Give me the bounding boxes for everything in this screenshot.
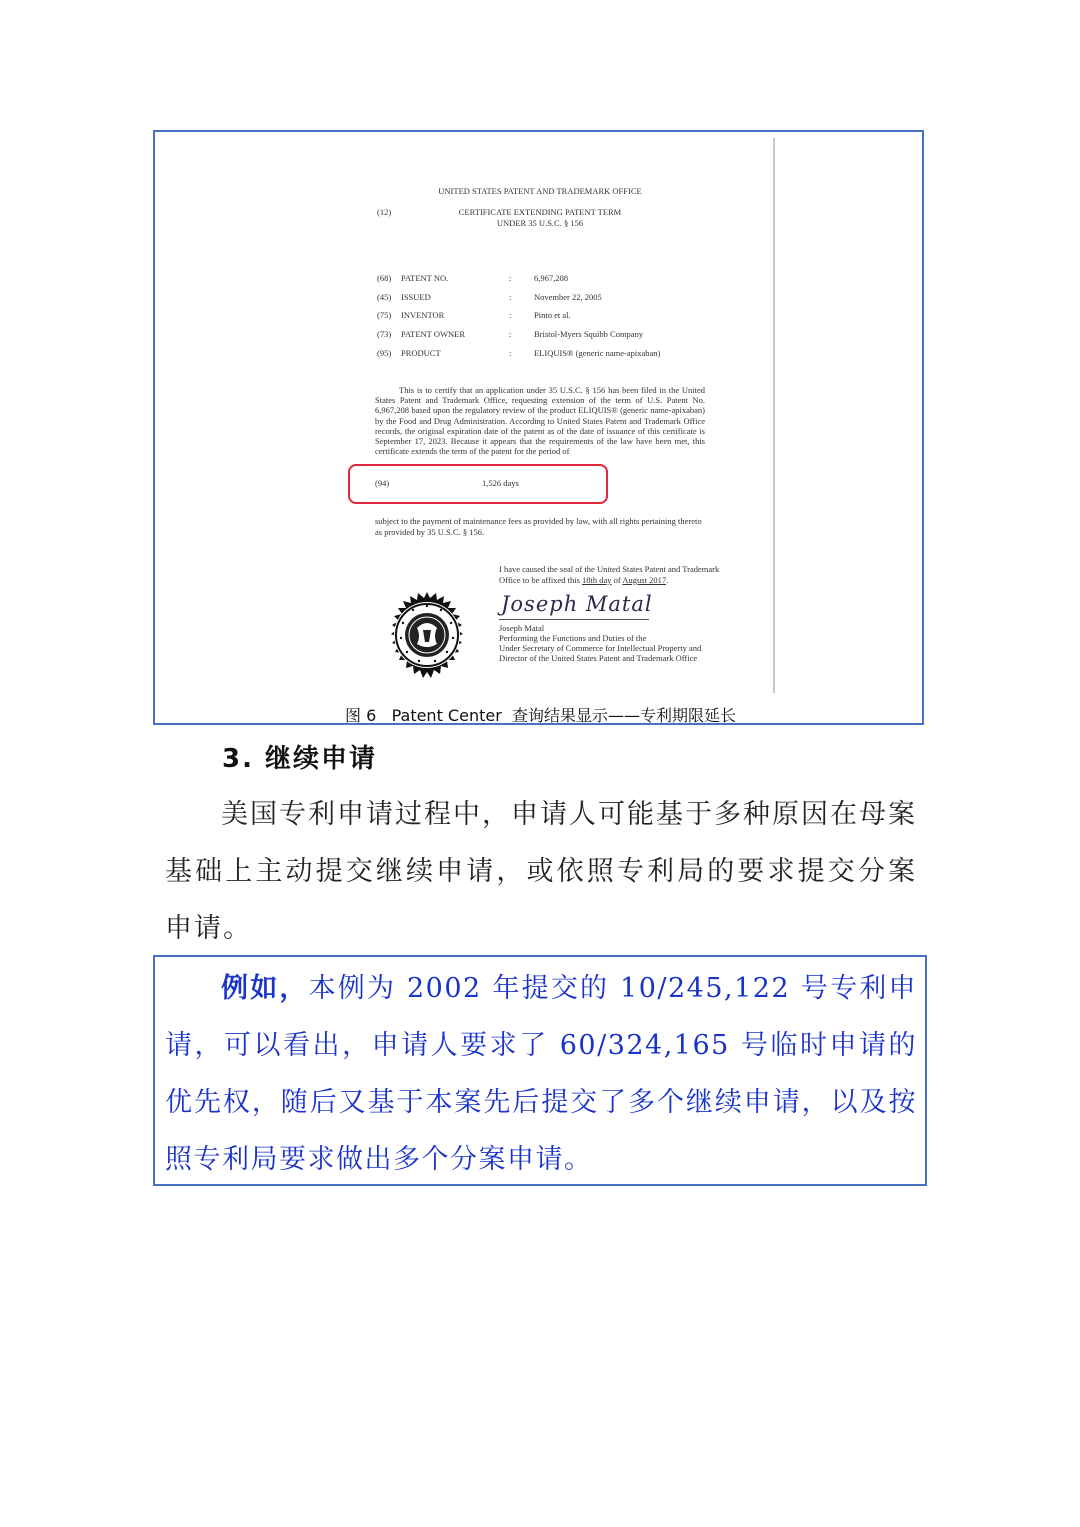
figure-box [153,130,924,725]
section-heading: 3. 继续申请 [222,744,378,774]
field-label: PATENT NO. [401,273,449,283]
seal-text-1: I have caused the seal of the United States Patent and Trademark Office to be affixed this [499,564,720,585]
signature: Joseph Matal [501,592,653,616]
field-label: PRODUCT [401,348,441,358]
field-label: ISSUED [401,292,431,302]
figure-caption [155,703,926,726]
field-inventor [377,310,697,322]
field-code: (68) [377,273,392,283]
term-code: (94) [375,478,390,488]
seal-text-2: of [611,574,623,585]
section-paragraph: 美国专利申请过程中，申请人可能基于多种原因在母案基础上主动提交继续申请，或依照专利局的要求提交分案申请。 [165,799,917,944]
field-colon: : [509,273,512,283]
field-product [377,348,697,360]
certificate-subtitle: UNDER 35 U.S.C. § 156 [496,218,584,228]
field-code: (75) [377,310,392,320]
field-label: PATENT OWNER [401,329,465,339]
signer-title-3: Director of the United States Patent and Trademark Office [499,653,698,663]
certificate-body: This is to certify that an application under 35 U.S.C. § 156 has been filed in the United States Patent and Trademark Office, requesting extension of the term of U.S. Patent No. 6,967,208 based upon the regulatory review of the product ELIQUIS® (generic name-apixaban) by the Food and Drug Administration. According to United States Patent and Trademark Office records, the original expiration date of the patent as of the date of issuance of this certificate is September 17, 2023. Because it appears that the requirements of the law have been met, this certificate extends the term of the patent for the period of [375,385,705,457]
field-colon: : [509,292,512,302]
field-colon: : [509,348,512,358]
field-colon: : [509,310,512,320]
certificate-office: UNITED STATES PATENT AND TRADEMARK OFFICE [438,186,642,196]
example-lead: 例如， [221,973,309,1004]
field-value: 6,967,208 [534,273,568,283]
seal-text-3: . [666,574,669,585]
seal-month: August 2017 [622,574,667,585]
field-value: Pinto et al. [534,310,571,320]
certificate-code: (12) [377,207,392,217]
caption-text: Patent Center 查询结果显示——专利期限延长 [391,706,736,725]
field-patent-owner [377,329,697,341]
example-box [153,955,927,1186]
example-text [165,960,917,1188]
field-issued [377,292,697,304]
example-body: 本例为 2002 年提交的 10/245,122 号专利申请，可以看出，申请人要求了 60/324,165 号临时申请的优先权，随后又基于本案先后提交了多个继续申请，以及按照专利局要求做出多个分案申请。 [165,973,917,1175]
signer-name: Joseph Matal [499,623,545,633]
field-patent-no [377,273,697,285]
field-code: (73) [377,329,392,339]
seal-statement [499,564,729,585]
field-label: INVENTOR [401,310,445,320]
field-value: Bristol-Myers Squibb Company [534,329,644,339]
seal-day: 18th day [582,574,612,585]
field-code: (45) [377,292,392,302]
field-value: November 22, 2005 [534,292,602,302]
term-days: 1,526 days [482,478,519,488]
certificate-title: CERTIFICATE EXTENDING PATENT TERM [458,207,622,217]
certificate-image [155,132,922,723]
signer-title-2: Under Secretary of Commerce for Intellectual Property and [499,643,702,653]
field-value: ELIQUIS® (generic name-apixaban) [534,348,661,358]
uspto-seal-icon [381,590,473,690]
certificate-subject: subject to the payment of maintenance fees as provided by law, with all rights pertaining thereto as provided by 35 U.S.C. § 156. [375,516,702,537]
field-code: (95) [377,348,392,358]
field-colon: : [509,329,512,339]
signer-title-1: Performing the Functions and Duties of the [499,633,647,643]
signer-block [499,623,739,663]
signature-line [499,619,649,620]
caption-label: 图 6 [345,706,377,725]
